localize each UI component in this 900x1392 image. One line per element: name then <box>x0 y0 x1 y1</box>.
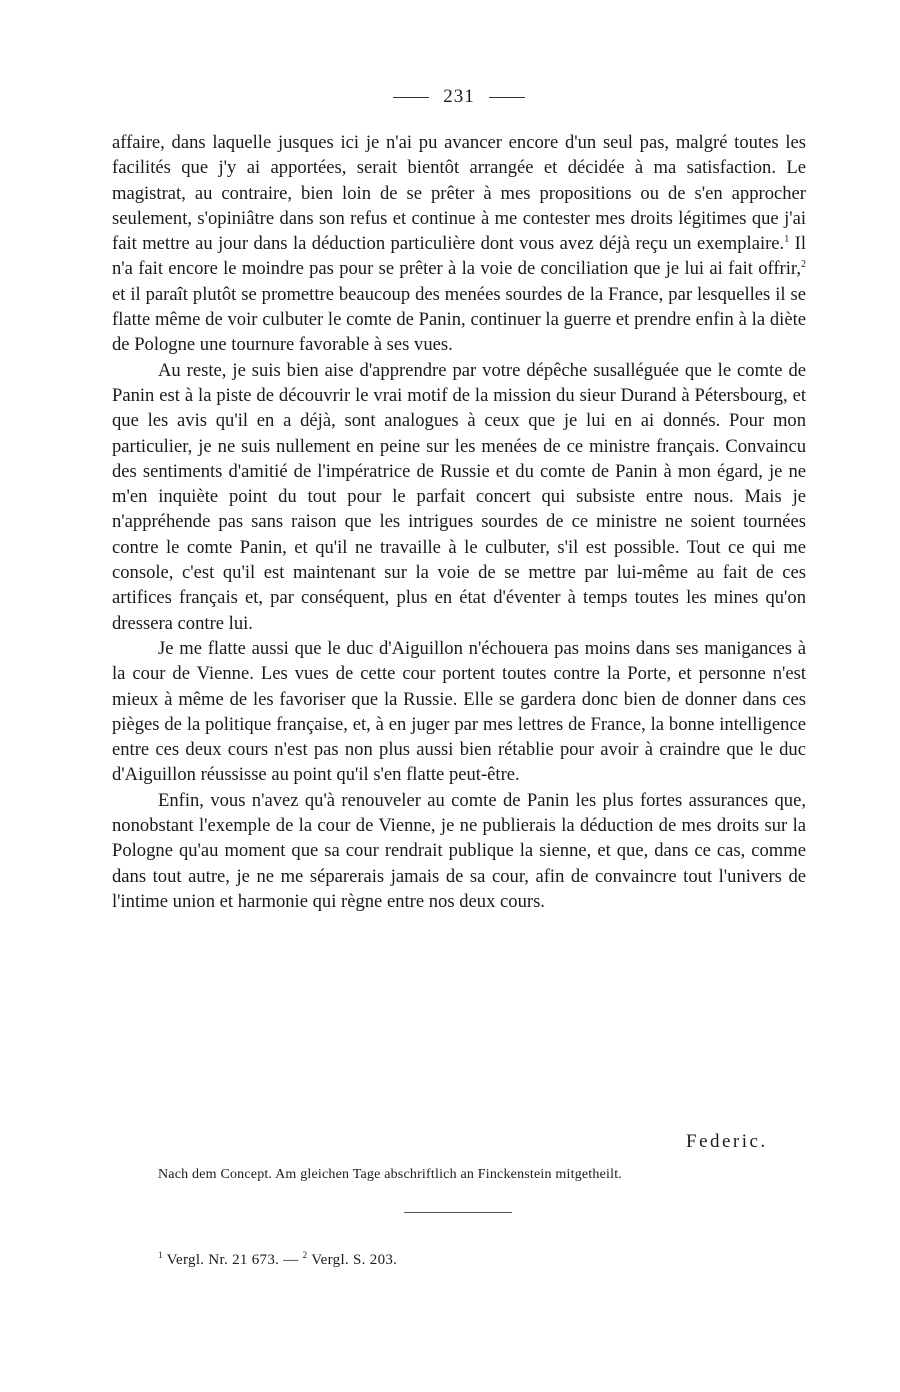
footnote-mark-1: 1 <box>158 1250 163 1260</box>
page-number: 231 <box>443 86 475 107</box>
paragraph-1-part-b: Il n'a fait encore le moindre pas pour se prêter à la voie de conciliation que je lui ai fait offrir, <box>112 233 807 280</box>
header-rule-left <box>393 97 429 98</box>
paragraph-1-part-c: et il paraît plutôt se promettre beaucoup des menées sourdes de la France, par lesquelles il se flatte même de voir culbuter le comte de Panin, continuer la guerre et prendre enfin à la diète de Pologne une tournure favorable à ses vues. <box>112 283 806 356</box>
header-rule-right <box>489 97 525 98</box>
footnote-ref-1: 1 <box>784 234 790 246</box>
paragraph-1 <box>112 130 806 358</box>
source-note: Nach dem Concept. Am gleichen Tage abschriftlich an Finckenstein mitgetheilt. <box>158 1167 622 1182</box>
letter-body <box>112 130 806 914</box>
footnote-text-2: Vergl. S. 203. <box>307 1252 398 1268</box>
signature: Federic. <box>686 1131 768 1152</box>
footnotes <box>158 1252 397 1269</box>
paragraph-3: Je me flatte aussi que le duc d'Aiguillon n'échouera pas moins dans ses manigances à la cour de Vienne. Les vues de cette cour portent toutes contre la Porte, et personne n'est mieux à même de les favoriser que la Russie. Elle se gardera donc bien de donner dans ces pièges de la politique française, et, à en juger par mes lettres de France, la bonne intelligence entre ces deux cours n'est pas non plus aussi bien rétablie pour avoir à craindre que le duc d'Aiguillon réussisse au point qu'il s'en flatte peut-être. <box>112 637 806 786</box>
footnote-divider <box>404 1212 512 1213</box>
footnote-ref-2: 2 <box>801 259 806 271</box>
footnote-mark-2: 2 <box>302 1250 308 1260</box>
paragraph-4: Enfin, vous n'avez qu'à renouveler au comte de Panin les plus fortes assurances que, nonobstant l'exemple de la cour de Vienne, je ne publierais la déduction de mes droits sur la Pologne qu'au moment que sa cour rendrait publique la sienne, et que, dans ce cas, comme dans tout autre, je ne me séparerais jamais de sa cour, afin de convaincre tout l'univers de l'intime union et harmonie qui règne entre nos deux cours. <box>112 789 806 912</box>
page-header <box>112 86 806 108</box>
footnote-text-1: Vergl. Nr. 21 673. — <box>162 1252 303 1268</box>
paragraph-1-part-a: affaire, dans laquelle jusques ici je n'ai pu avancer encore d'un seul pas, malgré toutes les facilités que j'y ai apportées, serait bientôt arrangée et décidée à ma satisfaction. Le magistrat, au contraire, bien loin de se prêter à mes propositions ou de s'en approcher seulement, s'opiniâtre dans son refus et continue à me contester mes droits légitimes que j'ai fait mettre au jour dans la déduction particulière dont vous avez déjà reçu un exemplaire. <box>112 132 806 255</box>
paragraph-2: Au reste, je suis bien aise d'apprendre par votre dépêche susalléguée que le comte de Panin est à la piste de découvrir le vrai motif de la mission du sieur Durand à Pétersbourg, et que les avis qu'il en a déjà, sont analogues à ceux que je lui en ai donnés. Pour mon particulier, je ne suis nullement en peine sur les menées de ce ministre français. Convaincu des sentiments d'amitié de l'impératrice de Russie et du comte de Panin à mon égard, je ne m'en inquiète point du tout pour le parfait concert qui subsiste entre nous. Mais je n'appréhende pas sans raison que les intrigues sourdes de ce ministre ne soient tournées contre le comte Panin, et qu'il ne travaille à le culbuter, s'il est possible. Tout ce qui me console, c'est qu'il est maintenant sur la voie de se mettre par lui-même au fait de ces artifices français et, par conséquent, plus en état d'éventer à temps toutes les mines qu'on dressera contre lui. <box>112 359 806 634</box>
